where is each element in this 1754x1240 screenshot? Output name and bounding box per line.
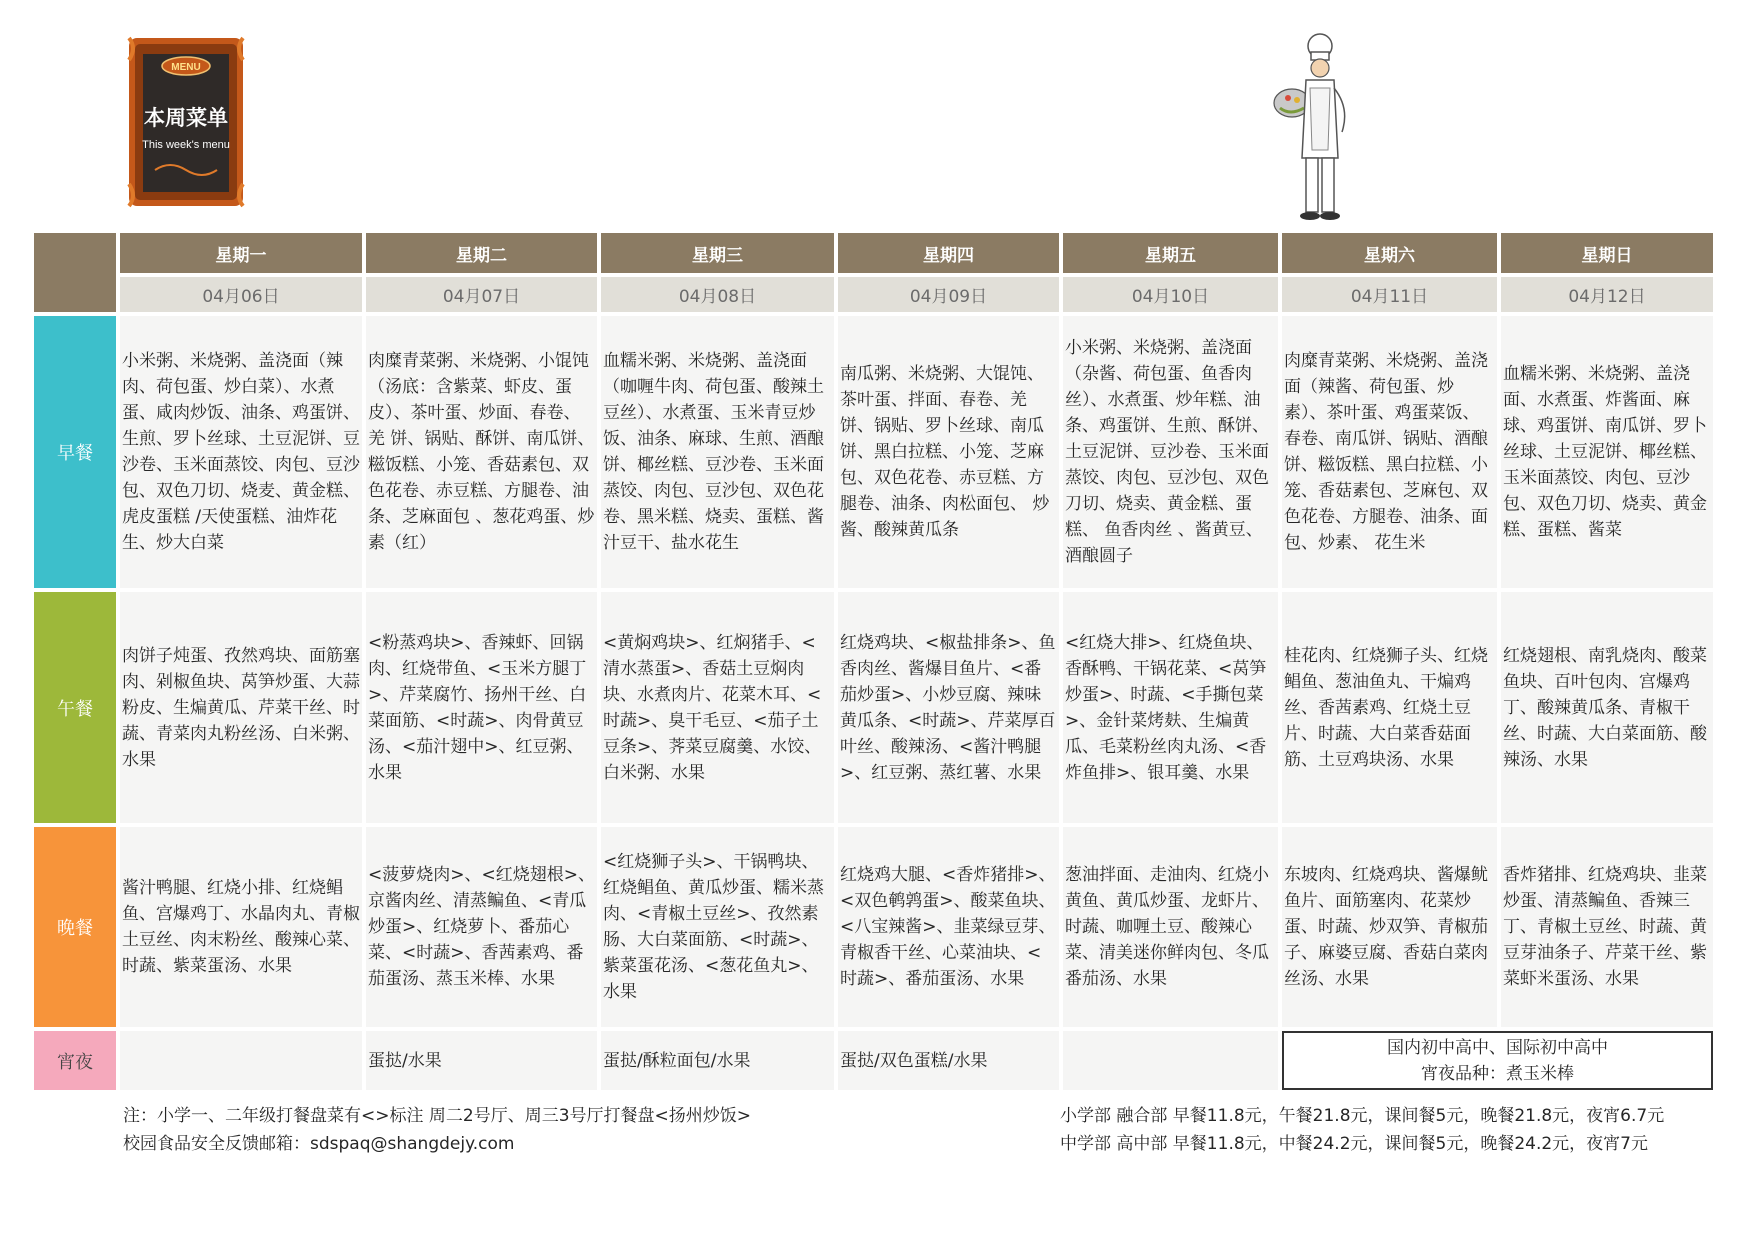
day-header-thu: 星期四	[838, 233, 1059, 273]
logo-badge: MENU	[171, 62, 201, 73]
price-note-line2: 中学部 高中部 早餐11.8元，中餐24.2元，课间餐5元，晚餐24.2元，夜宵7元	[1060, 1134, 1648, 1154]
meal-label-night: 宵夜	[34, 1031, 116, 1090]
day-header-tue: 星期二	[366, 233, 597, 273]
date-sat: 04月11日	[1282, 277, 1497, 312]
date-mon: 04月06日	[120, 277, 362, 312]
lunch-sun: 红烧翅根、南乳烧肉、酸菜鱼块、百叶包肉、宫爆鸡丁、酸辣黄瓜条、青椒干丝、时蔬、大白菜面筋、酸辣汤、水果	[1501, 592, 1713, 823]
night-weekend-line1: 国内初中高中、国际初中高中	[1387, 1037, 1608, 1058]
chef-icon	[1270, 28, 1360, 228]
breakfast-wed: 血糯米粥、米烧粥、盖浇面（咖喱牛肉、荷包蛋、酸辣土豆丝）、水煮蛋、玉米青豆炒饭、油条、麻球、生煎、酒酿饼、椰丝糕、豆沙卷、玉米面蒸饺、肉包、豆沙包、双色花卷、黑米糕、烧卖、蛋糕、酱汁豆干、盐水花生	[601, 316, 834, 588]
dinner-tue: <菠萝烧肉>、<红烧翅根>、京酱肉丝、清蒸鳊鱼、<青瓜炒蛋>、红烧萝卜、番茄心菜、<时蔬>、香茜素鸡、番茄蛋汤、蒸玉米棒、水果	[366, 827, 597, 1027]
footnote-left	[123, 1102, 751, 1158]
night-fri	[1063, 1031, 1278, 1090]
breakfast-mon: 小米粥、米烧粥、盖浇面（辣肉、荷包蛋、炒白菜）、水煮蛋、咸肉炒饭、油条、鸡蛋饼、生煎、罗卜丝球、土豆泥饼、豆沙卷、玉米面蒸饺、肉包、豆沙包、双色刀切、烧麦、黄金糕、虎皮蛋糕 /天使蛋糕、油炸花生、炒大白菜	[120, 316, 362, 588]
lunch-fri: <红烧大排>、红烧鱼块、香酥鸭、干锅花菜、<莴笋炒蛋>、时蔬、<手撕包菜>、金针菜烤麸、生煸黄瓜、毛菜粉丝肉丸汤、<香炸鱼排>、银耳羹、水果	[1063, 592, 1278, 823]
breakfast-thu: 南瓜粥、米烧粥、大馄饨、茶叶蛋、拌面、春卷、羌饼、锅贴、罗卜丝球、南瓜饼、黑白拉糕、小笼、芝麻包、双色花卷、赤豆糕、方腿卷、油条、肉松面包、 炒酱、酸辣黄瓜条	[838, 316, 1059, 588]
footnote-left-line2: 校园食品安全反馈邮箱：sdspaq@shangdejy.com	[123, 1134, 515, 1154]
dinner-sun: 香炸猪排、红烧鸡块、韭菜炒蛋、清蒸鳊鱼、香辣三丁、青椒土豆丝、时蔬、黄豆芽油条子、芹菜干丝、紫菜虾米蛋汤、水果	[1501, 827, 1713, 1027]
meal-label-dinner: 晚餐	[34, 827, 116, 1027]
lunch-sat: 桂花肉、红烧狮子头、红烧鲳鱼、葱油鱼丸、干煸鸡丝、香茜素鸡、红烧土豆片、时蔬、大白菜香菇面筋、土豆鸡块汤、水果	[1282, 592, 1497, 823]
meal-label-breakfast: 早餐	[34, 316, 116, 588]
dinner-mon: 酱汁鸭腿、红烧小排、红烧鲳鱼、宫爆鸡丁、水晶肉丸、青椒土豆丝、肉末粉丝、酸辣心菜、时蔬、紫菜蛋汤、水果	[120, 827, 362, 1027]
day-header-mon: 星期一	[120, 233, 362, 273]
menu-table	[34, 233, 1713, 1090]
day-header-sun: 星期日	[1501, 233, 1713, 273]
night-mon	[120, 1031, 362, 1090]
dinner-sat: 东坡肉、红烧鸡块、酱爆鱿鱼片、面筋塞肉、花菜炒蛋、时蔬、炒双笋、青椒茄子、麻婆豆腐、香菇白菜肉丝汤、水果	[1282, 827, 1497, 1027]
day-header-wed: 星期三	[601, 233, 834, 273]
price-note-line1: 小学部 融合部 早餐11.8元，午餐21.8元，课间餐5元，晚餐21.8元，夜宵6.7元	[1060, 1106, 1665, 1126]
day-header-fri: 星期五	[1063, 233, 1278, 273]
breakfast-sun: 血糯米粥、米烧粥、盖浇面、水煮蛋、炸酱面、麻球、鸡蛋饼、南瓜饼、罗卜丝球、土豆泥饼、椰丝糕、玉米面蒸饺、肉包、豆沙包、双色刀切、烧卖、黄金糕、蛋糕、酱菜	[1501, 316, 1713, 588]
dinner-thu: 红烧鸡大腿、<香炸猪排>、<双色鹌鹑蛋>、酸菜鱼块、<八宝辣酱>、韭菜绿豆芽、青椒香干丝、心菜油块、<时蔬>、番茄蛋汤、水果	[838, 827, 1059, 1027]
price-note	[1060, 1102, 1664, 1158]
breakfast-tue: 肉糜青菜粥、米烧粥、小馄饨（汤底：含紫菜、虾皮、蛋皮）、茶叶蛋、炒面、春卷、羌 饼、锅贴、酥饼、南瓜饼、糍饭糕、小笼、香菇素包、双色花卷、赤豆糕、方腿卷、油条、芝麻面包 、葱花鸡蛋、炒素（红）	[366, 316, 597, 588]
date-fri: 04月10日	[1063, 277, 1278, 312]
night-weekend-note	[1282, 1031, 1713, 1090]
night-wed: 蛋挞/酥粒面包/水果	[601, 1031, 834, 1090]
logo-subtitle: This week's menu	[142, 139, 230, 151]
breakfast-fri: 小米粥、米烧粥、盖浇面（杂酱、荷包蛋、鱼香肉丝）、水煮蛋、炒年糕、油条、鸡蛋饼、生煎、酥饼、土豆泥饼、豆沙卷、玉米面蒸饺、肉包、豆沙包、双色刀切、烧卖、黄金糕、蛋糕、 鱼香肉丝 、酱黄豆、酒酿圆子	[1063, 316, 1278, 588]
menu-board-logo	[125, 30, 247, 212]
meal-label-lunch: 午餐	[34, 592, 116, 823]
night-thu: 蛋挞/双色蛋糕/水果	[838, 1031, 1059, 1090]
night-weekend-line2: 宵夜品种：煮玉米棒	[1421, 1063, 1574, 1084]
date-sun: 04月12日	[1501, 277, 1713, 312]
date-tue: 04月07日	[366, 277, 597, 312]
lunch-wed: <黄焖鸡块>、红焖猪手、<清水蒸蛋>、香菇土豆焖肉块、水煮肉片、花菜木耳、<时蔬>、臭干毛豆、<茄子土豆条>、荠菜豆腐羹、水饺、白米粥、水果	[601, 592, 834, 823]
table-corner	[34, 233, 116, 312]
date-wed: 04月08日	[601, 277, 834, 312]
breakfast-sat: 肉糜青菜粥、米烧粥、盖浇面（辣酱、荷包蛋、炒素）、茶叶蛋、鸡蛋菜饭、春卷、南瓜饼、锅贴、酒酿饼、糍饭糕、黑白拉糕、小笼、香菇素包、芝麻包、双色花卷、方腿卷、油条、面包、炒素、 花生米	[1282, 316, 1497, 588]
lunch-tue: <粉蒸鸡块>、香辣虾、回锅肉、红烧带鱼、<玉米方腿丁>、芹菜腐竹、扬州干丝、白菜面筋、<时蔬>、肉骨黄豆汤、<茄汁翅中>、红豆粥、水果	[366, 592, 597, 823]
logo-title: 本周菜单	[144, 106, 228, 130]
dinner-wed: <红烧狮子头>、干锅鸭块、红烧鲳鱼、黄瓜炒蛋、糯米蒸肉、<青椒土豆丝>、孜然素肠、大白菜面筋、<时蔬>、紫菜蛋花汤、<葱花鱼丸>、水果	[601, 827, 834, 1027]
dinner-fri: 葱油拌面、走油肉、红烧小黄鱼、黄瓜炒蛋、龙虾片、时蔬、咖喱土豆、酸辣心菜、清美迷你鲜肉包、冬瓜番茄汤、水果	[1063, 827, 1278, 1027]
day-header-sat: 星期六	[1282, 233, 1497, 273]
lunch-thu: 红烧鸡块、<椒盐排条>、鱼香肉丝、酱爆目鱼片、<番茄炒蛋>、小炒豆腐、辣味黄瓜条、<时蔬>、芹菜厚百叶丝、酸辣汤、<酱汁鸭腿>、红豆粥、蒸红薯、水果	[838, 592, 1059, 823]
lunch-mon: 肉饼子炖蛋、孜然鸡块、面筋塞肉、剁椒鱼块、莴笋炒蛋、大蒜粉皮、生煸黄瓜、芹菜干丝、时蔬、青菜肉丸粉丝汤、白米粥、水果	[120, 592, 362, 823]
night-tue: 蛋挞/水果	[366, 1031, 597, 1090]
date-thu: 04月09日	[838, 277, 1059, 312]
footnote-left-line1: 注：小学一、二年级打餐盘菜有<>标注 周二2号厅、周三3号厅打餐盘<扬州炒饭>	[123, 1106, 752, 1126]
